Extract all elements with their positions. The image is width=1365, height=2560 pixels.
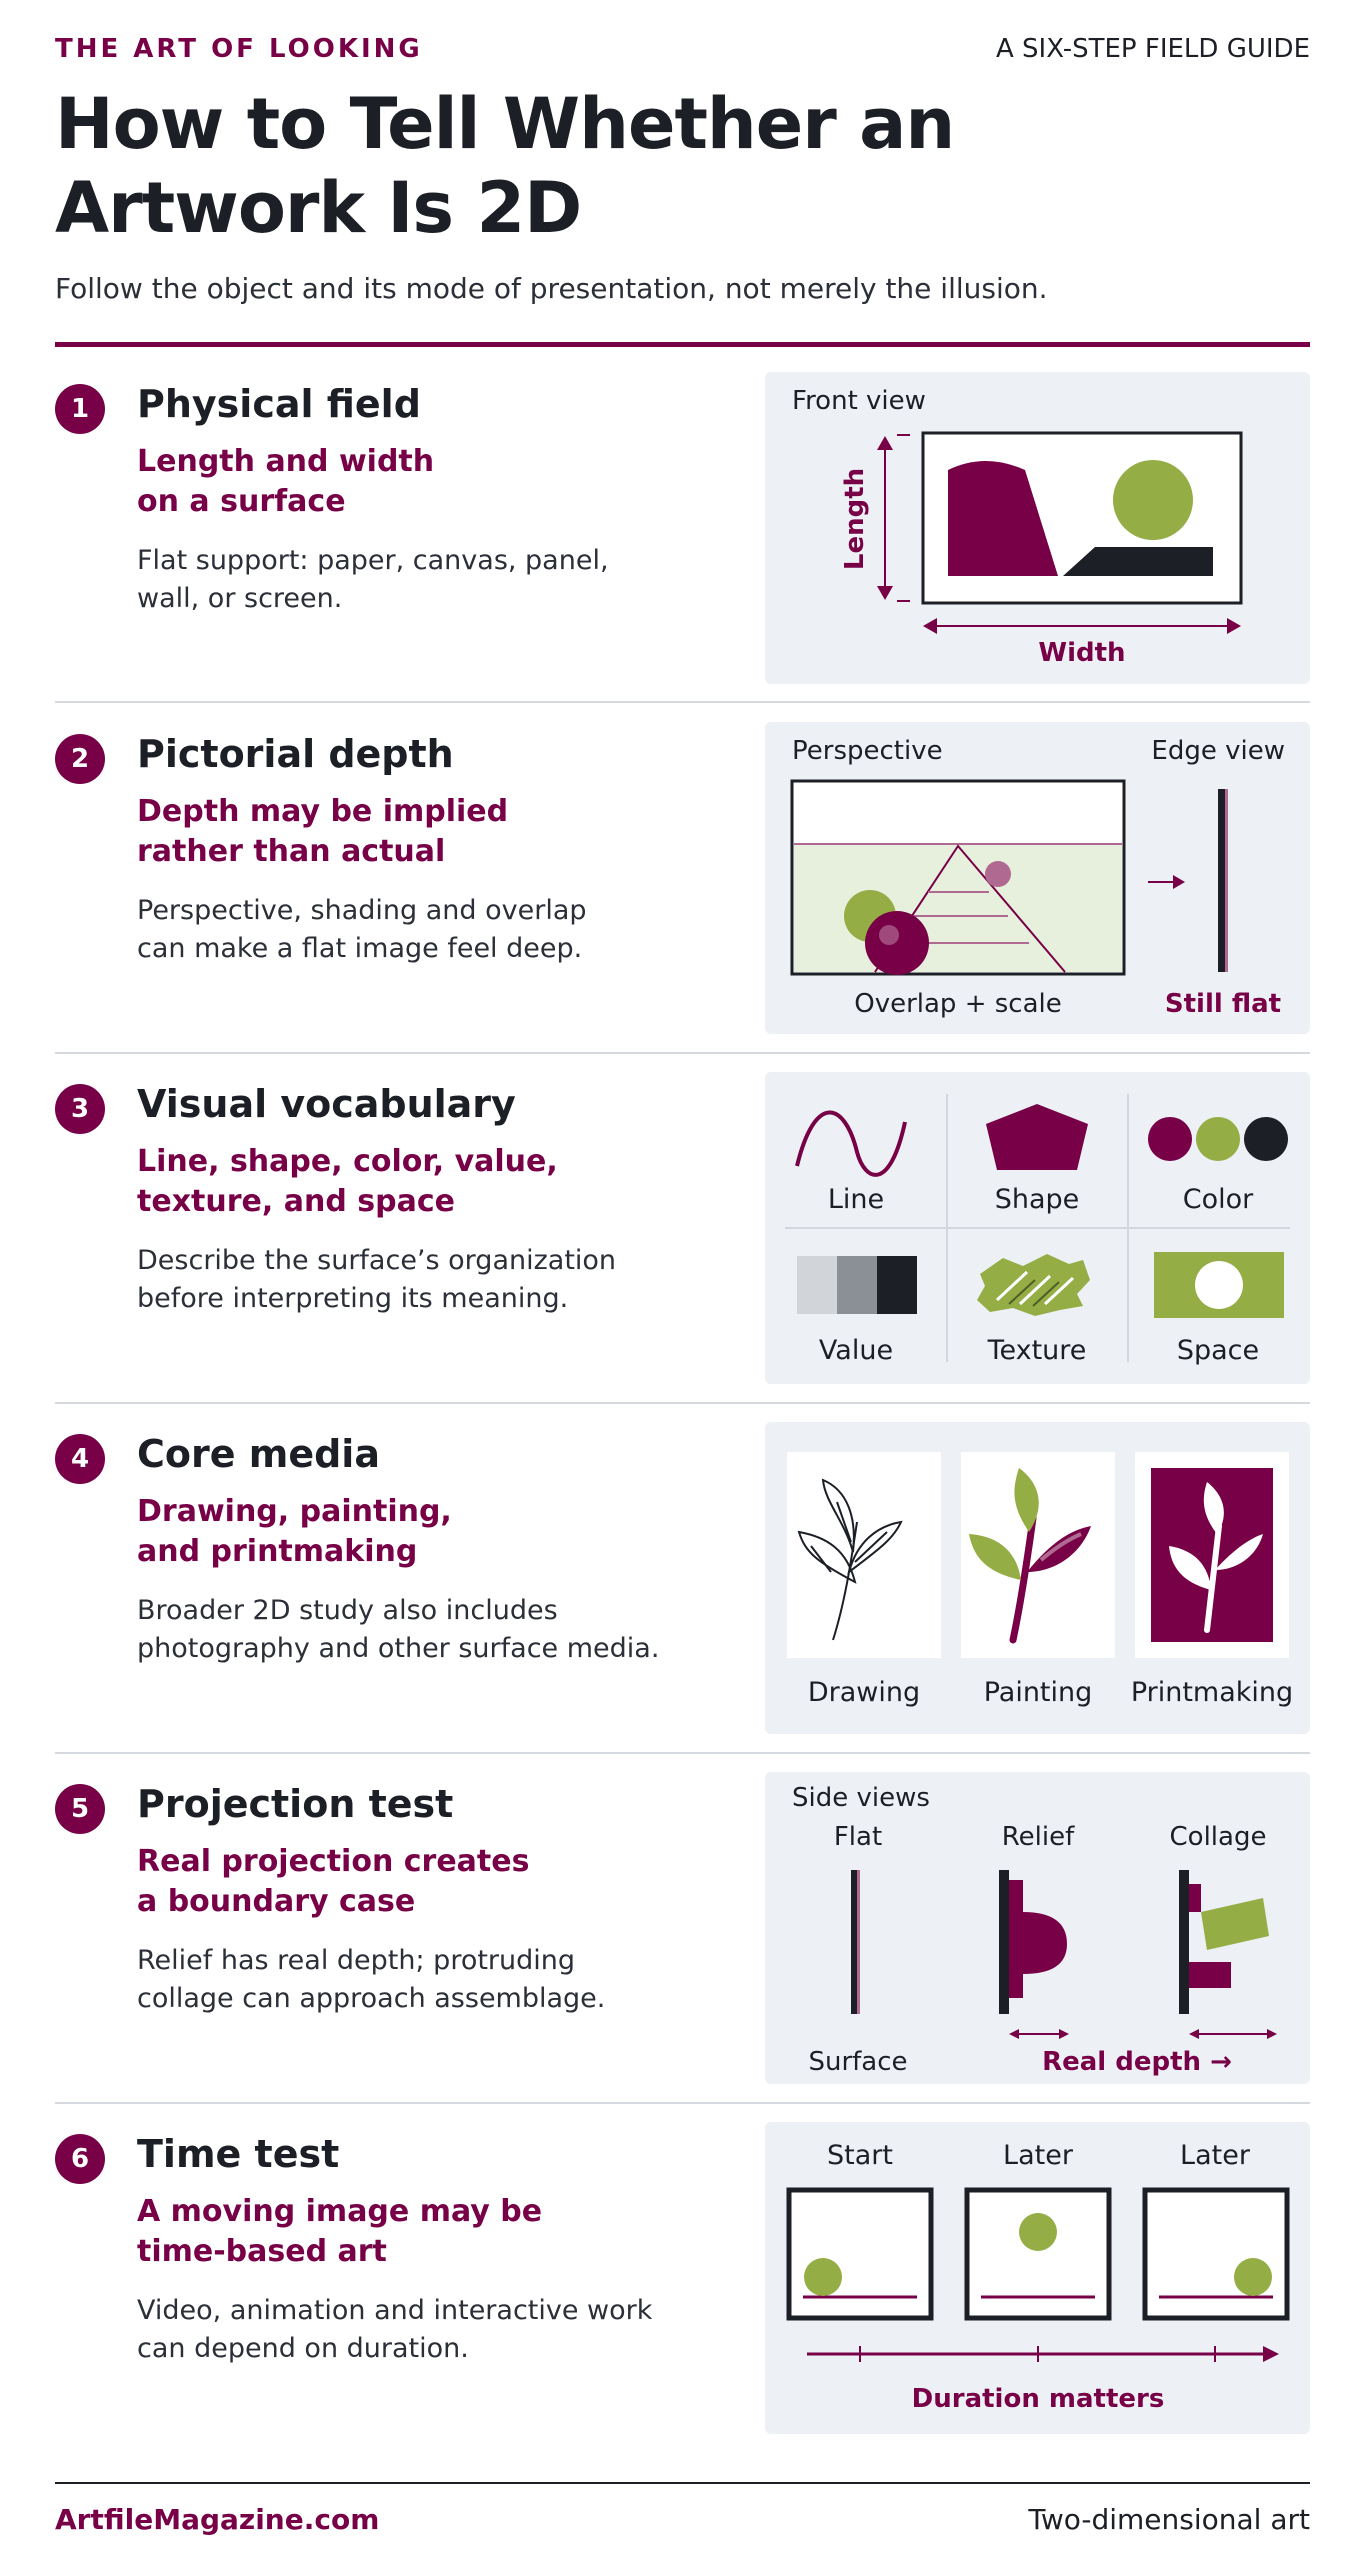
- side-views-panel: [765, 1772, 1310, 2084]
- step-subtitle: A moving image may be time-based art: [137, 2194, 543, 2269]
- collage-base: [1179, 1870, 1189, 2014]
- step-title: Visual vocabulary: [137, 1082, 516, 1126]
- step-title: Physical field: [137, 382, 421, 426]
- ground-plane: [794, 844, 1122, 972]
- kicker: THE ART OF LOOKING: [55, 34, 423, 64]
- step-number: 5: [55, 1784, 105, 1834]
- color-dot-magenta: [1148, 1117, 1192, 1161]
- cell-label: Texture: [987, 1335, 1087, 1366]
- color-dot-green: [1196, 1117, 1240, 1161]
- step-body: Flat support: paper, canvas, panel, wall, or screen.: [137, 545, 609, 614]
- small-far-circle: [985, 861, 1011, 887]
- frame-label: Later: [1180, 2140, 1250, 2171]
- side-views-heading: Side views: [792, 1783, 930, 1813]
- arrow-right-icon: [1148, 875, 1185, 889]
- step-subtitle: Length and width on a surface: [137, 444, 435, 519]
- length-label: Length: [840, 467, 870, 571]
- width-label: Width: [1038, 638, 1126, 668]
- step-subtitle: Real projection creates a boundary case: [137, 1844, 530, 1919]
- media-label: Printmaking: [1130, 1677, 1294, 1708]
- vocabulary-panel: [765, 1072, 1310, 1384]
- step-number: 6: [55, 2134, 105, 2184]
- step-divider: [55, 2102, 1310, 2104]
- step-divider: [55, 1752, 1310, 1754]
- media-panel: [765, 1422, 1310, 1734]
- step-title: Core media: [137, 1432, 380, 1476]
- collage-piece-bottom: [1189, 1962, 1231, 1988]
- cell-label: Shape: [994, 1184, 1080, 1215]
- space-hole: [1195, 1261, 1243, 1309]
- step-body: Perspective, shading and overlap can make a flat image feel deep.: [137, 895, 587, 964]
- step-body: Relief has real depth; protruding collage can approach assemblage.: [137, 1945, 606, 2014]
- time-panel: [765, 2122, 1310, 2434]
- footer-rule: [55, 2482, 1310, 2484]
- color-dot-dark: [1244, 1117, 1288, 1161]
- step-number: 1: [55, 384, 105, 434]
- timeline-arrow: [807, 2346, 1279, 2362]
- media-label: Painting: [983, 1677, 1093, 1708]
- edge-view-heading: Edge view: [1151, 736, 1285, 766]
- footer-topic: Two-dimensional art: [1028, 2503, 1310, 2536]
- drawing-card: [787, 1452, 941, 1658]
- texture-icon: [977, 1254, 1090, 1316]
- green-circle: [1113, 460, 1193, 540]
- col-label: Collage: [1169, 1822, 1267, 1852]
- edge-view-surface: [1225, 789, 1228, 972]
- overlap-caption: Overlap + scale: [854, 989, 1062, 1019]
- step-title: Projection test: [137, 1782, 454, 1826]
- step-body: Describe the surface’s organization before interpreting its meaning.: [137, 1245, 617, 1314]
- step-number: 4: [55, 1434, 105, 1484]
- step-body: Broader 2D study also includes photography and other surface media.: [137, 1595, 660, 1664]
- collage-green-piece: [1201, 1898, 1269, 1950]
- relief-projection: [1009, 1880, 1067, 1998]
- page-title: How to Tell Whether an Artwork Is 2D: [55, 83, 955, 249]
- header-rule: [55, 342, 1310, 347]
- frame-later-2: [1145, 2190, 1287, 2318]
- frame-start: [789, 2190, 931, 2318]
- width-arrow: [923, 618, 1241, 634]
- real-depth-caption: Real depth →: [1042, 2047, 1232, 2077]
- step-4: [55, 1422, 1310, 1772]
- frame-label: Start: [827, 2140, 893, 2171]
- flat-surface-line: [857, 1870, 860, 2014]
- still-flat-caption: Still flat: [1164, 989, 1282, 1019]
- step-title: Pictorial depth: [137, 732, 454, 776]
- relief-depth-arrow: [1009, 2029, 1069, 2039]
- step-subtitle: Drawing, painting, and printmaking: [137, 1494, 452, 1569]
- panel-heading: Front view: [792, 386, 926, 416]
- cell-label: Space: [1176, 1335, 1260, 1366]
- step-2: [55, 722, 1310, 1072]
- media-label: Drawing: [807, 1677, 921, 1708]
- step-title: Time test: [137, 2132, 340, 2176]
- collage-piece-small: [1189, 1884, 1201, 1912]
- cell-label: Value: [818, 1335, 894, 1366]
- value-swatch-light: [797, 1256, 837, 1314]
- step-number: 2: [55, 734, 105, 784]
- perspective-heading: Perspective: [792, 736, 943, 766]
- step-subtitle: Depth may be implied rather than actual: [137, 794, 509, 869]
- step-number: 3: [55, 1084, 105, 1134]
- front-view-panel: [765, 372, 1310, 684]
- relief-base: [999, 1870, 1009, 2014]
- guide-label: A SIX-STEP FIELD GUIDE: [996, 34, 1310, 64]
- step-divider: [55, 701, 1310, 703]
- step-subtitle: Line, shape, color, value, texture, and space: [137, 1144, 558, 1219]
- perspective-panel: [765, 722, 1310, 1034]
- frame-later-1: [967, 2190, 1109, 2318]
- value-swatch-dark: [877, 1256, 917, 1314]
- duration-caption: Duration matters: [911, 2384, 1165, 2414]
- step-body: Video, animation and interactive work can depend on duration.: [137, 2295, 653, 2364]
- step-6: [55, 2122, 1310, 2472]
- page-subtitle: Follow the object and its mode of presentation, not merely the illusion.: [55, 272, 1048, 305]
- frame-label: Later: [1003, 2140, 1073, 2171]
- col-label: Relief: [1001, 1822, 1075, 1852]
- step-1: [55, 372, 1310, 722]
- cell-label: Line: [827, 1184, 885, 1215]
- step-divider: [55, 1402, 1310, 1404]
- magenta-near-circle: [865, 911, 929, 975]
- length-arrow: [877, 435, 910, 601]
- step-5: [55, 1772, 1310, 2122]
- highlight-icon: [879, 925, 899, 945]
- collage-depth-arrow: [1189, 2029, 1277, 2039]
- pentagon-icon: [986, 1104, 1088, 1170]
- step-divider: [55, 1052, 1310, 1054]
- cell-label: Color: [1182, 1184, 1254, 1215]
- surface-caption: Surface: [808, 2047, 908, 2077]
- line-icon: [797, 1112, 905, 1174]
- value-swatch-mid: [837, 1256, 877, 1314]
- step-3: [55, 1072, 1310, 1422]
- col-label: Flat: [833, 1822, 883, 1852]
- footer-site-link[interactable]: ArtfileMagazine.com: [55, 2503, 380, 2536]
